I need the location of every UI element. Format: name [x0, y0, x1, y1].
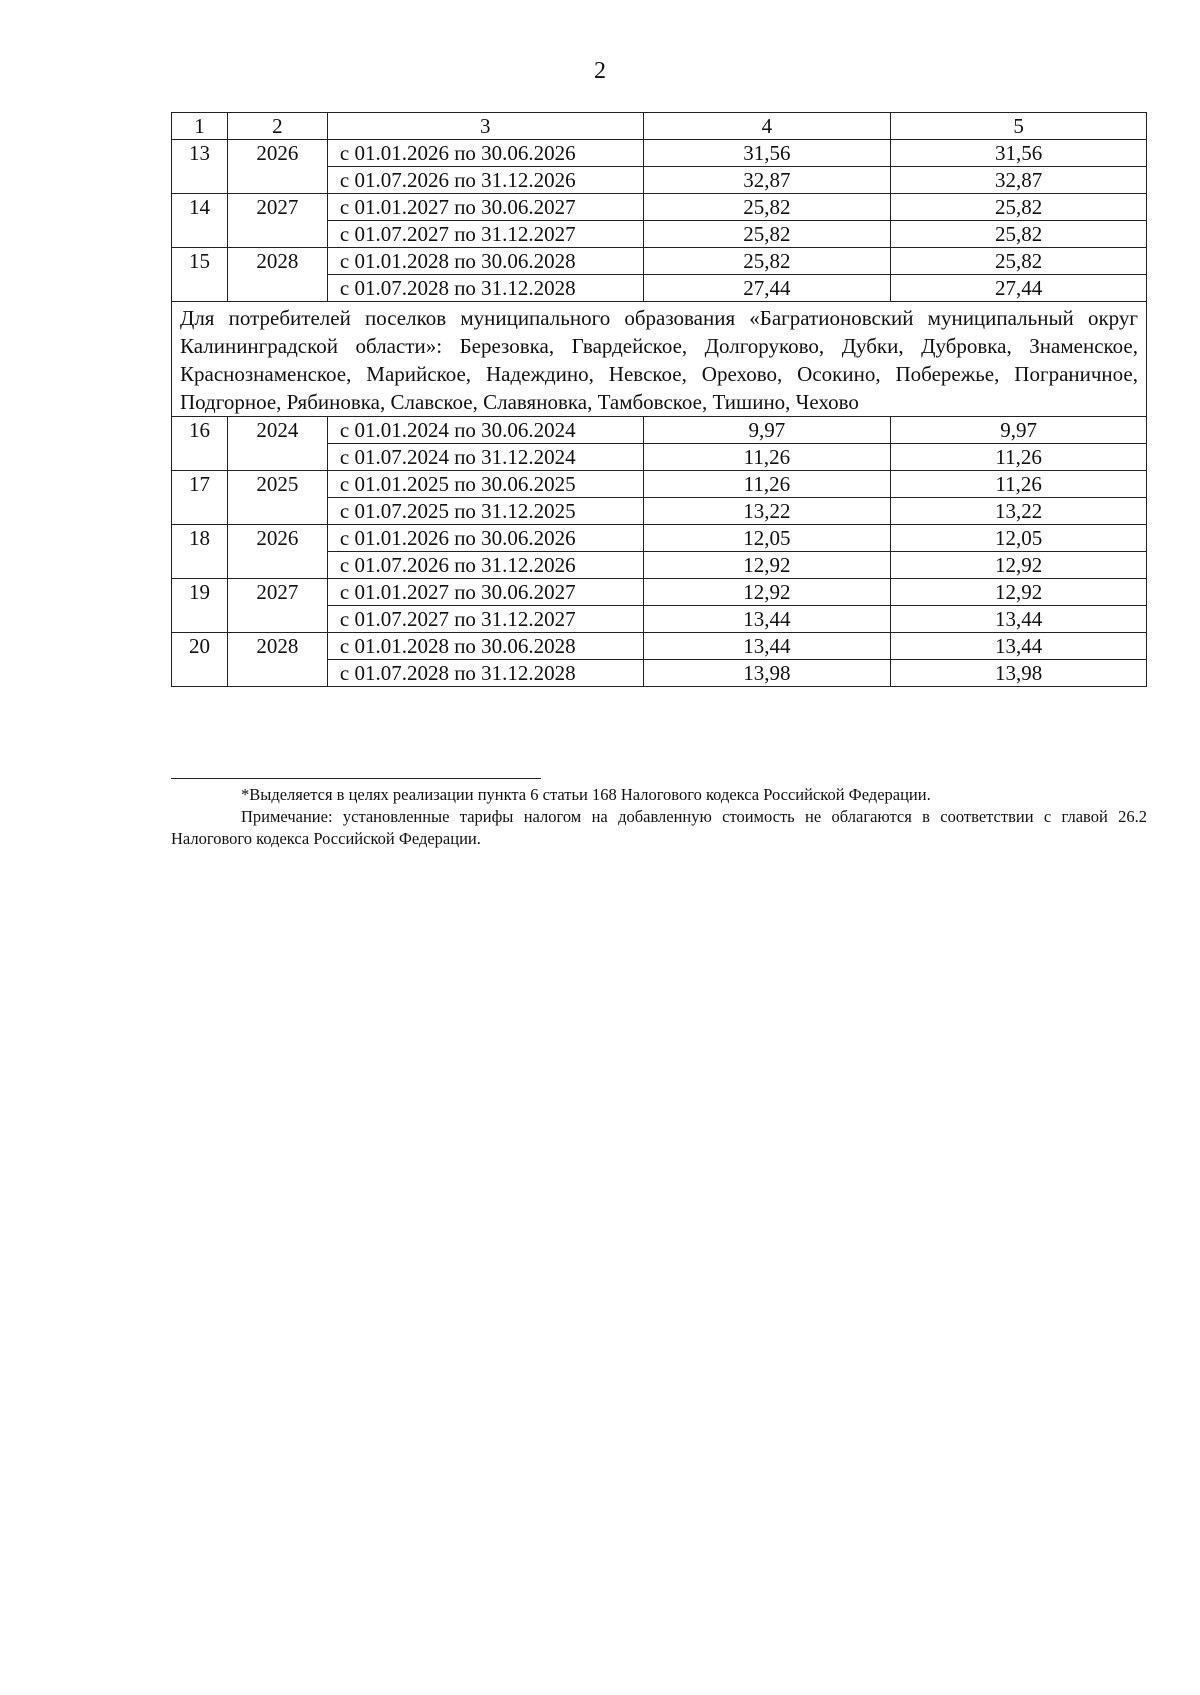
row-period: с 01.01.2028 по 30.06.2028 — [327, 633, 643, 660]
row-year: 2026 — [227, 525, 327, 579]
row-value-col5: 12,92 — [891, 579, 1147, 606]
row-value-col5: 9,97 — [891, 417, 1147, 444]
row-period: с 01.07.2026 по 31.12.2026 — [327, 552, 643, 579]
table-row — [172, 525, 1147, 552]
footnotes — [171, 784, 1147, 850]
row-value-col4: 25,82 — [643, 194, 891, 221]
row-period: с 01.07.2028 по 31.12.2028 — [327, 275, 643, 302]
row-value-col4: 13,98 — [643, 660, 891, 687]
row-year: 2027 — [227, 194, 327, 248]
row-value-col4: 13,44 — [643, 633, 891, 660]
row-period: с 01.07.2027 по 31.12.2027 — [327, 606, 643, 633]
table-row — [172, 194, 1147, 221]
row-value-col5: 12,92 — [891, 552, 1147, 579]
row-value-col4: 11,26 — [643, 444, 891, 471]
row-value-col4: 12,05 — [643, 525, 891, 552]
row-number: 15 — [172, 248, 228, 302]
asterisk-footnote: *Выделяется в целях реализации пункта 6 статьи 168 Налогового кодекса Российской Федерации. — [241, 785, 931, 804]
row-value-col4: 12,92 — [643, 552, 891, 579]
row-value-col5: 25,82 — [891, 221, 1147, 248]
row-year: 2027 — [227, 579, 327, 633]
table-row — [172, 417, 1147, 444]
row-value-col5: 31,56 — [891, 140, 1147, 167]
row-value-col5: 13,98 — [891, 660, 1147, 687]
row-value-col5: 32,87 — [891, 167, 1147, 194]
row-number: 17 — [172, 471, 228, 525]
tariff-table — [171, 112, 1147, 687]
row-number: 13 — [172, 140, 228, 194]
row-value-col5: 25,82 — [891, 248, 1147, 275]
table-row — [172, 471, 1147, 498]
row-value-col4: 13,44 — [643, 606, 891, 633]
row-value-col5: 11,26 — [891, 471, 1147, 498]
table-row — [172, 248, 1147, 275]
row-period: с 01.01.2027 по 30.06.2027 — [327, 579, 643, 606]
page-number: 2 — [594, 58, 606, 84]
row-value-col4: 13,22 — [643, 498, 891, 525]
row-value-col5: 13,44 — [891, 633, 1147, 660]
row-value-col4: 31,56 — [643, 140, 891, 167]
row-period: с 01.01.2028 по 30.06.2028 — [327, 248, 643, 275]
footnote-divider — [171, 778, 541, 779]
row-value-col4: 25,82 — [643, 221, 891, 248]
row-period: с 01.07.2028 по 31.12.2028 — [327, 660, 643, 687]
row-period: с 01.07.2024 по 31.12.2024 — [327, 444, 643, 471]
row-value-col5: 27,44 — [891, 275, 1147, 302]
row-value-col5: 13,22 — [891, 498, 1147, 525]
row-year: 2024 — [227, 417, 327, 471]
row-number: 19 — [172, 579, 228, 633]
consumers-note-row — [172, 302, 1147, 417]
table-header-row — [172, 113, 1147, 140]
row-period: с 01.01.2026 по 30.06.2026 — [327, 525, 643, 552]
row-number: 14 — [172, 194, 228, 248]
row-number: 16 — [172, 417, 228, 471]
row-year: 2028 — [227, 248, 327, 302]
row-year: 2026 — [227, 140, 327, 194]
row-value-col5: 13,44 — [891, 606, 1147, 633]
column-header: 2 — [227, 113, 327, 140]
row-value-col4: 11,26 — [643, 471, 891, 498]
row-year: 2025 — [227, 471, 327, 525]
row-period: с 01.01.2025 по 30.06.2025 — [327, 471, 643, 498]
column-header: 5 — [891, 113, 1147, 140]
table-row — [172, 633, 1147, 660]
row-period: с 01.07.2025 по 31.12.2025 — [327, 498, 643, 525]
remark-footnote: Примечание: установленные тарифы налогом на добавленную стоимость не облагаются в соответствии с главой 26.2 Налогового кодекса Российской Федерации. — [171, 807, 1147, 848]
row-period: с 01.01.2026 по 30.06.2026 — [327, 140, 643, 167]
table-row — [172, 140, 1147, 167]
row-value-col5: 11,26 — [891, 444, 1147, 471]
row-year: 2028 — [227, 633, 327, 687]
consumers-note: Для потребителей поселков муниципального образования «Багратионовский муниципальный округ Калининградской области»: Березовка, Гвардейское, Долгоруково, Дубки, Дубровка, Знаменское, Краснознаменское, Марийское, Надеждино, Невское, Орехово, Осокино, Побережье, Пограничное, Подгорное, Рябиновка, Славское, Славяновка, Тамбовское, Тишино, Чехово — [172, 302, 1147, 417]
column-header: 1 — [172, 113, 228, 140]
row-value-col4: 32,87 — [643, 167, 891, 194]
row-value-col4: 27,44 — [643, 275, 891, 302]
row-value-col4: 9,97 — [643, 417, 891, 444]
row-number: 18 — [172, 525, 228, 579]
column-header: 4 — [643, 113, 891, 140]
row-period: с 01.07.2027 по 31.12.2027 — [327, 221, 643, 248]
row-period: с 01.01.2027 по 30.06.2027 — [327, 194, 643, 221]
row-period: с 01.07.2026 по 31.12.2026 — [327, 167, 643, 194]
table-row — [172, 579, 1147, 606]
row-value-col5: 12,05 — [891, 525, 1147, 552]
row-value-col5: 25,82 — [891, 194, 1147, 221]
row-number: 20 — [172, 633, 228, 687]
column-header: 3 — [327, 113, 643, 140]
row-value-col4: 12,92 — [643, 579, 891, 606]
row-period: с 01.01.2024 по 30.06.2024 — [327, 417, 643, 444]
row-value-col4: 25,82 — [643, 248, 891, 275]
